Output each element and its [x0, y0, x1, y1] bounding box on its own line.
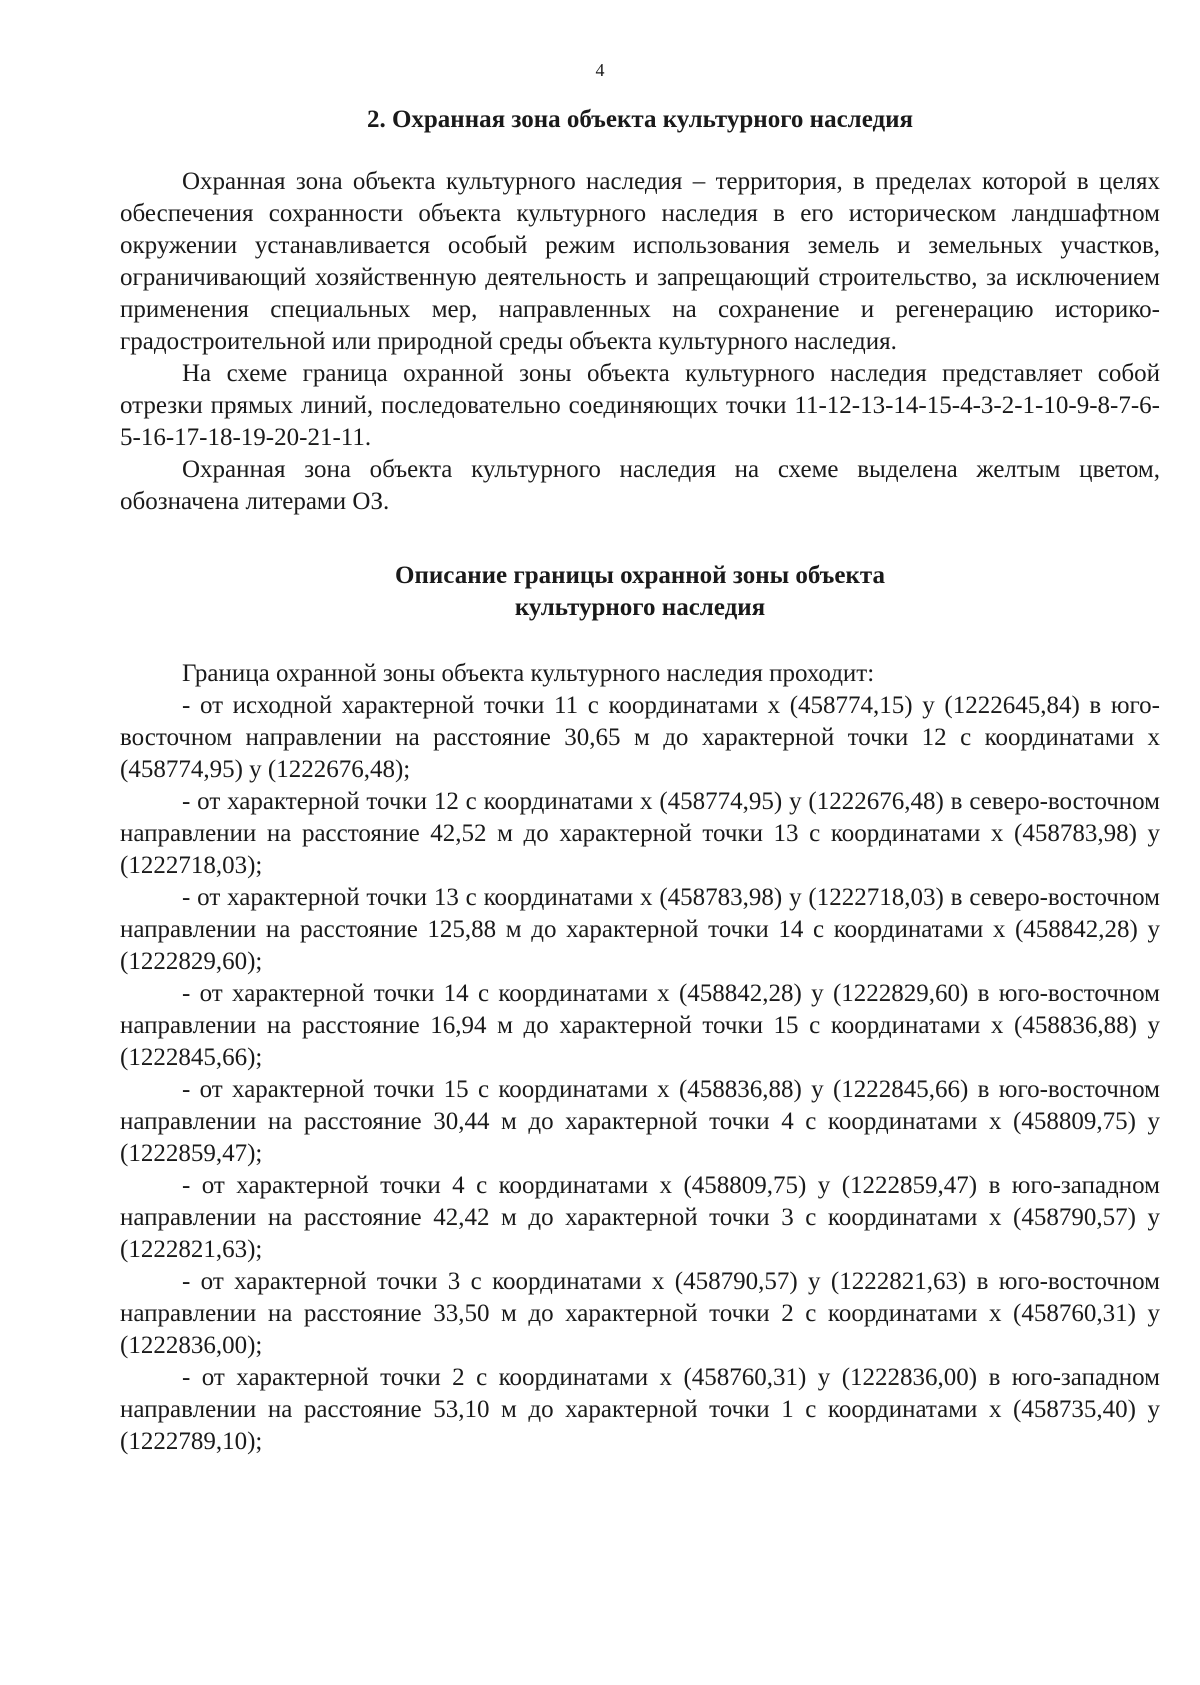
section-title: 2. Охранная зона объекта культурного наследия [366, 106, 914, 133]
boundary-item: - от характерной точки 15 с координатами х (458836,88) у (1222845,66) в юго-восточном направлении на расстояние 30,44 м до характерной точки 4 с координатами х (458809,75) у (1222859,47); [120, 1076, 1160, 1167]
boundary-item: - от характерной точки 4 с координатами х (458809,75) у (1222859,47) в юго-западном направлении на расстояние 42,42 м до характерной точки 3 с координатами х (458790,57) у (1222821,63); [120, 1172, 1160, 1263]
boundary-item: - от характерной точки 2 с координатами х (458760,31) у (1222836,00) в юго-западном направлении на расстояние 53,10 м до характерной точки 1 с координатами х (458735,40) у (1222789,10); [120, 1364, 1160, 1455]
intro-paragraph: Охранная зона объекта культурного наследия – территория, в пределах которой в целях обеспечения сохранности объекта культурного наследия в его историческом ландшафтном окружении устанавливается особый режим использования земель и земельных участков, ограничивающий хозяйственную деятельность и запрещающий строительство, за исключением применения специальных мер, направленных на сохранение и регенерацию историко-градостроительной или природной среды объекта культурного наследия. [120, 168, 1160, 355]
boundary-list [120, 690, 1160, 1458]
intro-paragraph: Охранная зона объекта культурного наследия на схеме выделена желтым цветом, обозначена литерами ОЗ. [120, 456, 1160, 515]
page-number: 4 [595, 60, 605, 80]
boundary-item: - от характерной точки 3 с координатами х (458790,57) у (1222821,63) в юго-восточном направлении на расстояние 33,50 м до характерной точки 2 с координатами х (458760,31) у (1222836,00); [120, 1268, 1160, 1359]
description-title [120, 560, 1160, 624]
page-content [120, 104, 1160, 1458]
boundary-item: - от характерной точки 13 с координатами х (458783,98) у (1222718,03) в северо-восточном направлении на расстояние 125,88 м до характерной точки 14 с координатами х (458842,28) у (1222829,60); [120, 884, 1160, 975]
intro-paragraph: На схеме граница охранной зоны объекта культурного наследия представляет собой отрезки прямых линий, последовательно соединяющих точки 11-12-13-14-15-4-3-2-1-10-9-8-7-6-5-16-17-18-19-20-21-11. [120, 360, 1160, 451]
description-title-line: Описание границы охранной зоны объекта [395, 562, 885, 589]
boundary-item: - от характерной точки 14 с координатами х (458842,28) у (1222829,60) в юго-восточном направлении на расстояние 16,94 м до характерной точки 15 с координатами х (458836,88) у (1222845,66); [120, 980, 1160, 1071]
description-title-line: культурного наследия [514, 594, 766, 621]
boundary-item: - от характерной точки 12 с координатами х (458774,95) у (1222676,48) в северо-восточном направлении на расстояние 42,52 м до характерной точки 13 с координатами х (458783,98) у (1222718,03); [120, 788, 1160, 879]
boundary-item: - от исходной характерной точки 11 с координатами х (458774,15) у (1222645,84) в юго-восточном направлении на расстояние 30,65 м до характерной точки 12 с координатами х (458774,95) у (1222676,48); [120, 692, 1160, 783]
boundary-intro: Граница охранной зоны объекта культурного наследия проходит: [182, 660, 875, 687]
